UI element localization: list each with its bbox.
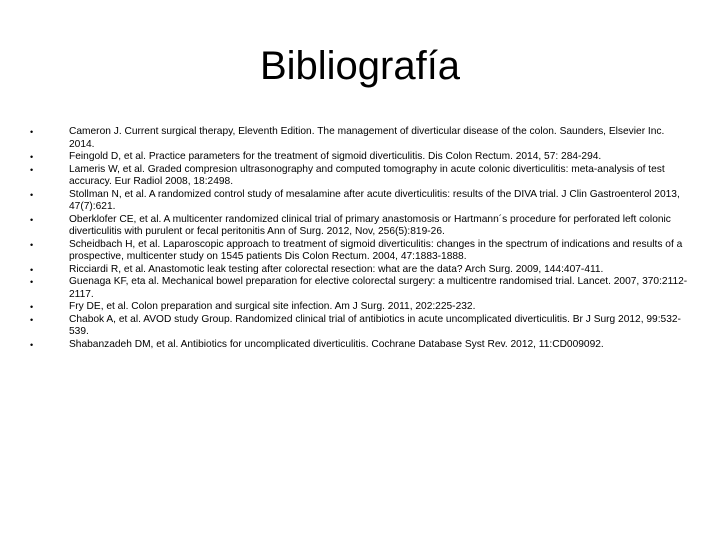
- reference-text: Ricciardi R, et al. Anastomotic leak testing after colorectal resection: what are the data? Arch Surg. 2009, 144:407-411.: [69, 263, 604, 275]
- reference-text: Fry DE, et al. Colon preparation and surgical site infection. Am J Surg. 2011, 202:225-232.: [69, 301, 476, 312]
- reference-item: [30, 189, 690, 214]
- bullet-icon: •: [30, 339, 34, 350]
- bullet-icon: •: [30, 127, 34, 137]
- reference-item: [30, 301, 690, 314]
- reference-text: Scheidbach H, et al. Laparoscopic approach to treatment of sigmoid diverticulitis: changes in the spectrum of indications and results of a prospective, multicenter study on 1545 patients Dis Colon Rectum. 2004, 47:1883-1888.: [69, 238, 683, 262]
- reference-text: Lameris W, et al. Graded compresion ultrasonography and computed tomography in acute colonic diverticulitis: meta-analysis of test accuracy. Eur Radiol 2008, 18:2498.: [69, 163, 665, 187]
- slide-title: Bibliografía: [259, 44, 461, 88]
- reference-item: [30, 164, 690, 189]
- reference-item: [30, 239, 690, 264]
- reference-text: Cameron J. Current surgical therapy, Eleventh Edition. The management of diverticular disease of the colon. Saunders, Elsevier Inc. 2014.: [69, 126, 665, 150]
- bullet-icon: •: [30, 302, 34, 312]
- bullet-icon: •: [30, 239, 34, 250]
- bullet-icon: •: [30, 164, 34, 175]
- reference-item: [30, 214, 690, 239]
- reference-text: Chabok A, et al. AVOD study Group. Randomized clinical trial of antibiotics in acute uncomplicated diverticulitis. Br J Surg 2012, 99:532-539.: [69, 313, 681, 337]
- reference-item: [30, 264, 690, 277]
- bullet-icon: •: [30, 277, 34, 287]
- reference-text: Stollman N, et al. A randomized control study of mesalamine after acute diverticulitis: results of the DIVA trial. J Clin Gastroenterol 2013, 47(7):621.: [69, 188, 680, 212]
- reference-item: [30, 151, 690, 164]
- reference-item: [30, 276, 690, 301]
- reference-item: [30, 126, 690, 151]
- reference-text: Shabanzadeh DM, et al. Antibiotics for uncomplicated diverticulitis. Cochrane Database Syst Rev. 2012, 11:CD009092.: [69, 338, 604, 350]
- bullet-icon: •: [30, 214, 34, 225]
- bullet-icon: •: [30, 189, 34, 200]
- bullet-icon: •: [30, 152, 34, 162]
- reference-item: [30, 314, 690, 339]
- reference-item: [30, 339, 690, 352]
- reference-list: [30, 126, 690, 351]
- bullet-icon: •: [30, 314, 34, 325]
- reference-text: Guenaga KF, eta al. Mechanical bowel preparation for elective colorectal surgery: a multicentre randomised trial. Lancet. 2007, 370:2112-2117.: [69, 276, 688, 300]
- reference-text: Oberklofer CE, et al. A multicenter randomized clinical trial of primary anastomosis or Hartmann´s procedure for perforated left colonic diverticulitis with purulent or fecal peritonitis Ann of Surg. 2012, Nov, 256(5):819-26.: [69, 213, 671, 237]
- bullet-icon: •: [30, 264, 34, 275]
- reference-text: Feingold D, et al. Practice parameters for the treatment of sigmoid diverticulitis. Dis Colon Rectum. 2014, 57: 284-294.: [69, 151, 602, 162]
